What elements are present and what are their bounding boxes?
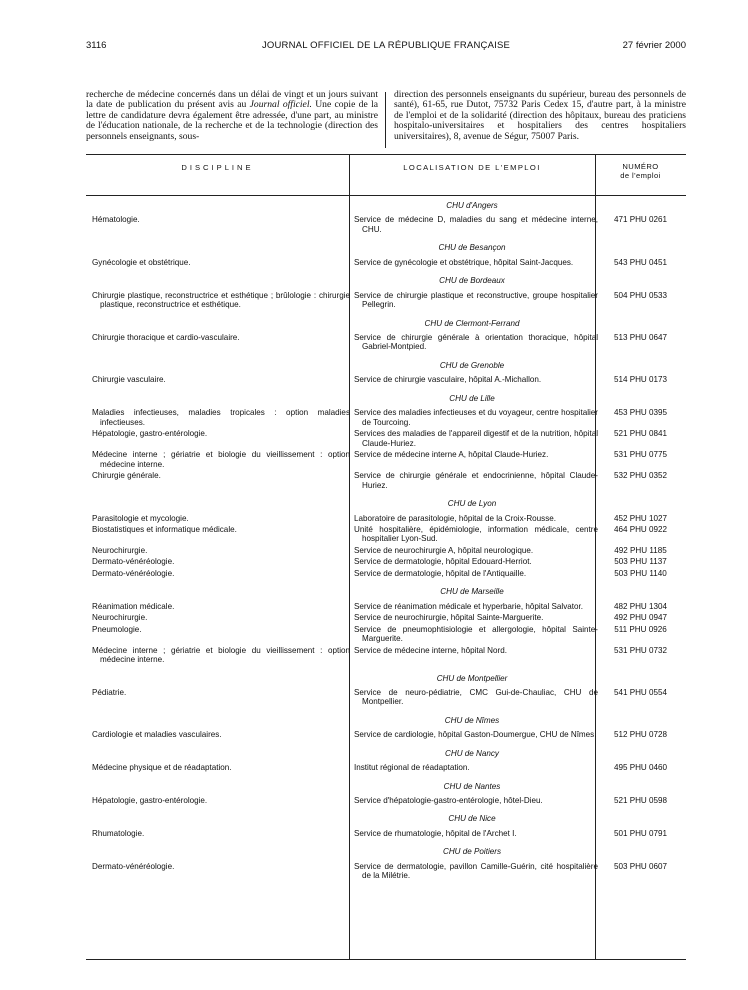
- numero-cell: 512 PHU 0728: [613, 730, 668, 740]
- discipline-cell: Dermato-vénéréologie.: [92, 861, 175, 871]
- header-localisation: LOCALISATION DE L'EMPLOI: [403, 163, 541, 172]
- hospital-group: [86, 237, 686, 267]
- hospital-name: CHU de Lyon: [447, 499, 497, 509]
- discipline-cell: Neurochirurgie.: [92, 546, 148, 556]
- intro-text-part: recherche de médecine concernés dans un délai de vingt et un jours suivant la date de publication du présent avis au: [86, 89, 378, 111]
- numero-cell: 514 PHU 0173: [613, 375, 668, 385]
- hospital-name: CHU de Lille: [449, 393, 495, 403]
- hospital-group: [86, 668, 686, 707]
- localisation-cell: Service de dermatologie, hôpital de l'Antiquaille.: [354, 568, 527, 578]
- discipline-cell: Dermato-vénéréologie.: [92, 568, 175, 578]
- intro-text-part: Une copie de la lettre de candidature devra également être adressée, d'une part, au ministre de l'éducation nationale, de la recherche et de la technologie (direction des personnels enseignants, sous-: [86, 99, 378, 142]
- journal-title: JOURNAL OFFICIEL DE LA RÉPUBLIQUE FRANÇAISE: [261, 40, 511, 51]
- table-header: [86, 155, 686, 196]
- discipline-cell: Chirurgie vasculaire.: [92, 375, 166, 385]
- table-row: [86, 291, 686, 310]
- discipline-cell: Biostatistiques et informatique médicale.: [92, 525, 237, 535]
- localisation-cell: Service de médecine D, maladies du sang et médecine interne, CHU.: [354, 215, 598, 234]
- localisation-cell: Service de chirurgie plastique et reconstructive, groupe hospitalier Pellegrin.: [354, 290, 598, 310]
- header-numero: [595, 163, 686, 180]
- discipline-cell: Maladies infectieuses, maladies tropicales : option maladies infectieuses.: [92, 408, 350, 427]
- hospital-group: [86, 743, 686, 773]
- table-row: [86, 796, 686, 805]
- hospital-group: [86, 808, 686, 838]
- table-row: [86, 829, 686, 838]
- table-row: [86, 569, 686, 578]
- localisation-cell: Service de rhumatologie, hôpital de l'Archet I.: [354, 828, 517, 838]
- numero-cell: 482 PHU 1304: [613, 601, 668, 611]
- discipline-cell: Réanimation médicale.: [92, 601, 175, 611]
- intro-column-right: direction des personnels enseignants du supérieur, bureau des personnels de santé), 61-65, rue Dutot, 75732 Paris Cedex 15, d'autre part, à la ministre de l'emploi et de la solidarité (direction des hôpitaux, bureau des praticiens hospitalo-universitaires et hospitaliers des centres hospitaliers universitaires), 8, avenue de Ségur, 75007 Paris.: [394, 89, 686, 142]
- table-row: [86, 429, 686, 448]
- localisation-cell: Service de dermatologie, hôpital Edouard-Herriot.: [354, 557, 532, 567]
- localisation-cell: Service de chirurgie vasculaire, hôpital A.-Michallon.: [354, 375, 542, 385]
- table-row: [86, 646, 686, 665]
- hospital-name: CHU de Nîmes: [444, 715, 500, 725]
- numero-cell: 543 PHU 0451: [613, 257, 668, 267]
- table-row: [86, 688, 686, 707]
- discipline-cell: Rhumatologie.: [92, 828, 145, 838]
- table-row: [86, 333, 686, 352]
- discipline-cell: Hépatologie, gastro-entérologie.: [92, 429, 208, 439]
- numero-cell: 492 PHU 0947: [613, 613, 668, 623]
- table-row: [86, 471, 686, 490]
- journal-officiel-italic: Journal officiel.: [249, 99, 312, 111]
- localisation-cell: Service de chirurgie générale et endocrinienne, hôpital Claude-Huriez.: [354, 471, 598, 490]
- localisation-cell: Service de pneumophtisiologie et allergologie, hôpital Sainte-Marguerite.: [354, 624, 598, 643]
- table-row: [86, 450, 686, 469]
- localisation-cell: Service de gynécologie et obstétrique, hôpital Saint-Jacques.: [354, 257, 574, 267]
- discipline-cell: Médecine interne ; gériatrie et biologie du vieillissement : option médecine interne.: [92, 645, 350, 664]
- localisation-cell: Laboratoire de parasitologie, hôpital de la Croix-Rousse.: [354, 513, 557, 523]
- hospital-group: [86, 195, 686, 234]
- discipline-cell: Chirurgie thoracique et cardio-vasculaire.: [92, 333, 240, 343]
- localisation-cell: Service de chirurgie générale à orientation thoracique, hôpital Gabriel-Montpied.: [354, 333, 598, 352]
- hospital-name: CHU de Montpellier: [436, 673, 508, 683]
- numero-cell: 501 PHU 0791: [613, 828, 668, 838]
- page-header: [86, 40, 686, 54]
- table-row: [86, 625, 686, 644]
- numero-cell: 532 PHU 0352: [613, 471, 668, 481]
- localisation-cell: Services des maladies de l'appareil digestif et de la nutrition, hôpital Claude-Huriez.: [354, 429, 598, 448]
- numero-cell: 511 PHU 0926: [614, 624, 667, 634]
- hospital-name: CHU de Grenoble: [439, 361, 505, 371]
- localisation-cell: Service des maladies infectieuses et du voyageur, centre hospitalier de Tourcoing.: [354, 408, 598, 427]
- hospital-group: [86, 270, 686, 309]
- discipline-cell: Médecine interne ; gériatrie et biologie du vieillissement : option médecine interne.: [92, 450, 350, 469]
- discipline-cell: Cardiologie et maladies vasculaires.: [92, 730, 222, 740]
- discipline-cell: Dermato-vénéréologie.: [92, 557, 175, 567]
- numero-cell: 531 PHU 0775: [613, 450, 668, 460]
- hospital-group: [86, 493, 686, 578]
- table-row: [86, 514, 686, 523]
- table-row: [86, 763, 686, 772]
- header-discipline: DISCIPLINE: [181, 163, 254, 172]
- hospital-name: CHU de Poitiers: [442, 847, 502, 857]
- table-row: [86, 408, 686, 427]
- table-row: [86, 862, 686, 881]
- table-row: [86, 375, 686, 384]
- table-row: [86, 546, 686, 555]
- hospital-group: [86, 841, 686, 880]
- hospital-group: [86, 776, 686, 806]
- discipline-cell: Parasitologie et mycologie.: [92, 513, 189, 523]
- localisation-cell: Institut régional de réadaptation.: [354, 763, 470, 773]
- discipline-cell: Médecine physique et de réadaptation.: [92, 763, 232, 773]
- localisation-cell: Service de cardiologie, hôpital Gaston-Doumergue, CHU de Nîmes.: [354, 730, 597, 740]
- localisation-cell: Service de médecine interne, hôpital Nord.: [354, 645, 507, 655]
- hospital-name: CHU de Clermont-Ferrand: [424, 318, 520, 328]
- numero-cell: 503 PHU 1140: [614, 568, 667, 578]
- hospital-group: [86, 388, 686, 490]
- localisation-cell: Service de médecine interne A, hôpital Claude-Huriez.: [354, 450, 549, 460]
- table-row: [86, 557, 686, 566]
- page-number: 3116: [86, 40, 107, 51]
- numero-cell: 471 PHU 0261: [613, 215, 668, 225]
- publication-date: 27 février 2000: [622, 40, 686, 51]
- table-row: [86, 258, 686, 267]
- numero-cell: 503 PHU 1137: [614, 557, 667, 567]
- hospital-name: CHU de Marseille: [440, 587, 504, 597]
- hospital-name: CHU de Bordeaux: [439, 276, 505, 286]
- hospital-name: CHU de Nantes: [443, 781, 501, 791]
- numero-cell: 453 PHU 0395: [613, 408, 668, 418]
- localisation-cell: Service de réanimation médicale et hyperbarie, hôpital Salvator.: [354, 601, 583, 611]
- numero-cell: 531 PHU 0732: [613, 645, 668, 655]
- intro-text: [86, 90, 686, 152]
- localisation-cell: Service de dermatologie, pavillon Camille-Guérin, cité hospitalière de la Milétrie.: [354, 861, 598, 880]
- localisation-cell: Service d'hépatologie-gastro-entérologie, hôtel-Dieu.: [354, 795, 543, 805]
- localisation-cell: Unité hospitalière, épidémiologie, information médicale, centre hospitalier Lyon-Sud.: [354, 525, 598, 544]
- numero-cell: 495 PHU 0460: [613, 763, 668, 773]
- hospital-group: [86, 710, 686, 740]
- table-row: [86, 730, 686, 739]
- numero-cell: 541 PHU 0554: [613, 687, 668, 697]
- hospital-group: [86, 581, 686, 664]
- table-row: [86, 602, 686, 611]
- localisation-cell: Service de neuro-pédiatrie, CMC Gui-de-Chauliac, CHU de Montpellier.: [354, 687, 598, 707]
- localisation-cell: Service de neurochirurgie, hôpital Sainte-Marguerite.: [354, 613, 544, 623]
- numero-cell: 513 PHU 0647: [613, 333, 668, 343]
- discipline-cell: Pneumologie.: [92, 624, 142, 634]
- header-numero-line2: de l'emploi: [620, 170, 661, 180]
- hospital-name: CHU d'Angers: [446, 201, 498, 210]
- numero-cell: 492 PHU 1185: [614, 546, 667, 556]
- discipline-cell: Chirurgie générale.: [92, 471, 161, 481]
- intro-column-left: [86, 90, 378, 142]
- discipline-cell: Chirurgie plastique, reconstructrice et esthétique ; brûlologie : chirurgie plastique, reconstructrice et esthétique.: [92, 290, 350, 310]
- table-row: [86, 525, 686, 544]
- numero-cell: 452 PHU 1027: [613, 513, 668, 523]
- discipline-cell: Hématologie.: [92, 215, 140, 225]
- numero-cell: 464 PHU 0922: [613, 525, 668, 535]
- numero-cell: 503 PHU 0607: [613, 861, 668, 871]
- table-body: [86, 195, 686, 884]
- header-numero-line1: NUMÉRO: [622, 162, 659, 171]
- numero-cell: 504 PHU 0533: [613, 290, 668, 300]
- numero-cell: 521 PHU 0841: [613, 429, 668, 439]
- hospital-name: CHU de Nancy: [445, 748, 499, 758]
- journal-page: [86, 40, 686, 960]
- localisation-cell: Service de neurochirurgie A, hôpital neurologique.: [354, 546, 534, 556]
- discipline-cell: Pédiatrie.: [92, 687, 127, 697]
- hospital-name: CHU de Nice: [448, 814, 496, 824]
- positions-table: [86, 154, 686, 960]
- column-divider: [385, 92, 386, 148]
- hospital-group: [86, 355, 686, 385]
- numero-cell: 521 PHU 0598: [613, 795, 668, 805]
- discipline-cell: Hépatologie, gastro-entérologie.: [92, 795, 208, 805]
- table-row: [86, 215, 686, 234]
- discipline-cell: Gynécologie et obstétrique.: [92, 257, 191, 267]
- table-row: [86, 613, 686, 622]
- hospital-group: [86, 313, 686, 352]
- discipline-cell: Neurochirurgie.: [92, 613, 148, 623]
- hospital-name: CHU de Besançon: [438, 243, 506, 253]
